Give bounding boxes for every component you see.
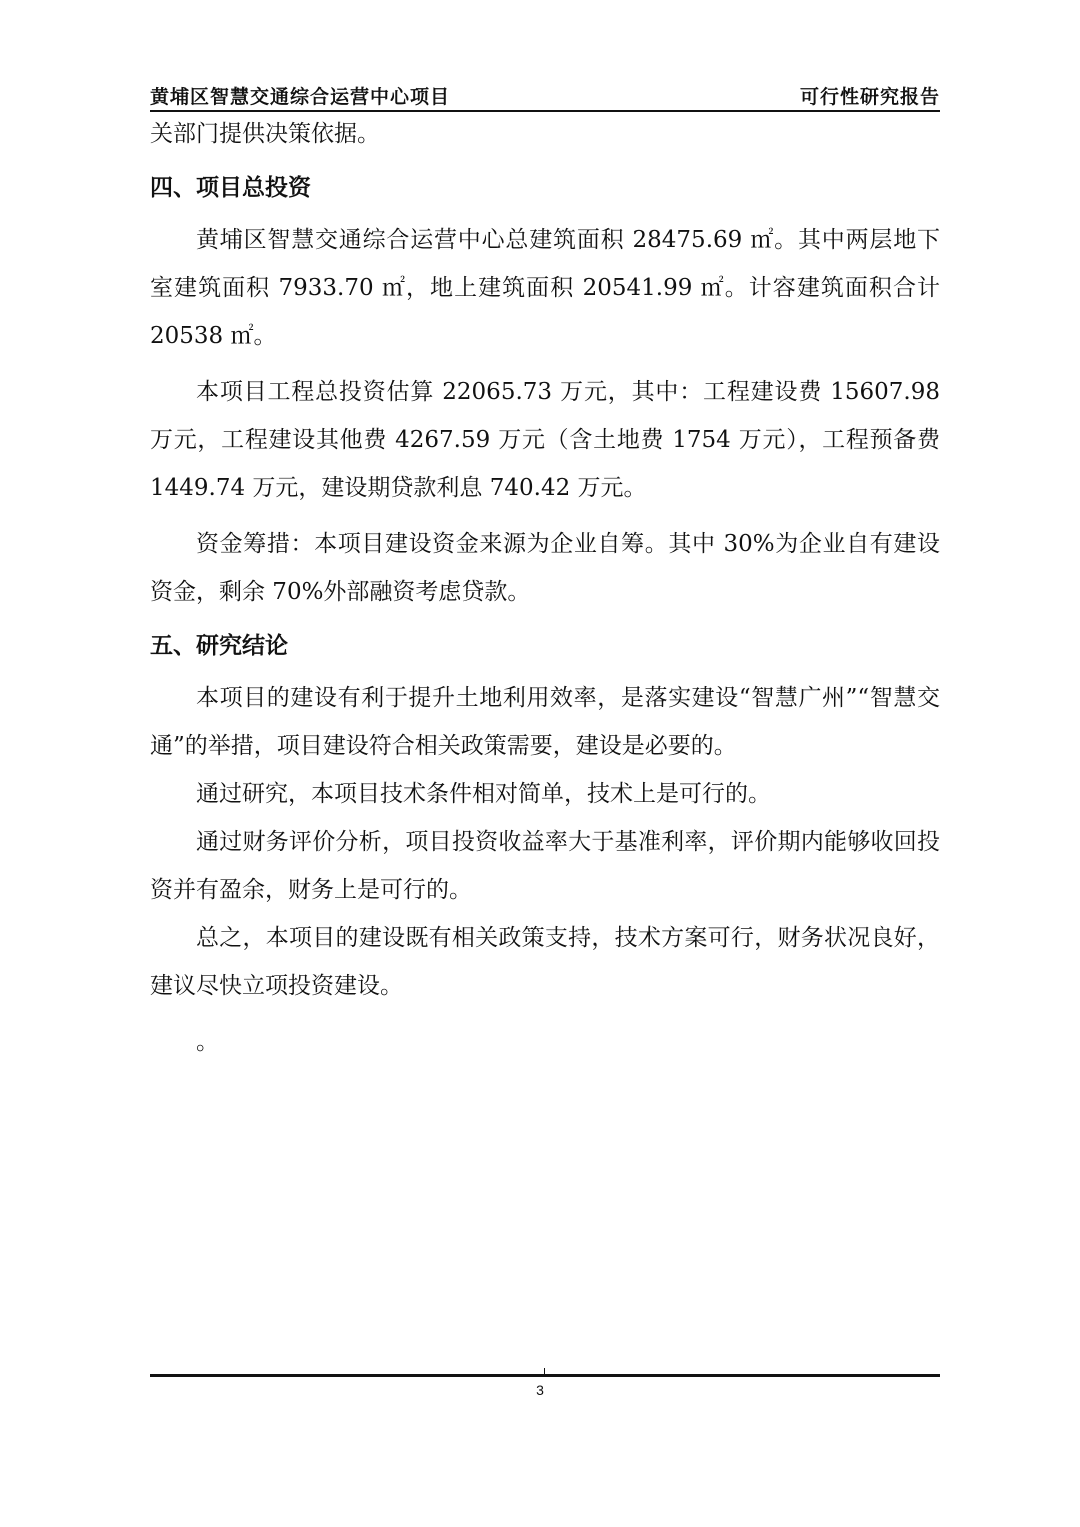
section-4-heading: 四、项目总投资 <box>150 175 311 201</box>
section-5-trailing-mark: 。 <box>196 1029 219 1055</box>
section-5-paragraph: 本项目的建设有利于提升土地利用效率，是落实建设“智慧广州”“智慧交通”的举措，项目建设符合相关政策需要，建设是必要的。 <box>150 685 940 759</box>
page-header <box>150 78 940 114</box>
document-body <box>150 110 940 1066</box>
footer-rule <box>150 1374 940 1377</box>
page-number: 3 <box>536 1382 544 1398</box>
section-5-paragraph: 通过研究，本项目技术条件相对简单，技术上是可行的。 <box>196 781 771 807</box>
section-5-heading: 五、研究结论 <box>150 633 288 659</box>
header-report-type: 可行性研究报告 <box>799 86 940 108</box>
section-5-paragraph: 总之，本项目的建设既有相关政策支持，技术方案可行，财务状况良好，建议尽快立项投资建设。 <box>150 925 940 999</box>
continuation-text: 关部门提供决策依据。 <box>150 121 380 147</box>
section-4-paragraph: 本项目工程总投资估算 22065.73 万元，其中：工程建设费 15607.98 万元，工程建设其他费 4267.59 万元（含土地费 1754 万元），工程预备费 1449.74 万元，建设期贷款利息 740.42 万元。 <box>150 379 940 501</box>
section-4-paragraph: 黄埔区智慧交通综合运营中心总建筑面积 28475.69 ㎡。其中两层地下室建筑面积 7933.70 ㎡，地上建筑面积 20541.99 ㎡。计容建筑面积合计 20538 ㎡。 <box>150 227 940 349</box>
section-4-paragraph: 资金筹措：本项目建设资金来源为企业自筹。其中 30%为企业自有建设资金，剩余 70%外部融资考虑贷款。 <box>150 531 940 605</box>
header-project-title: 黄埔区智慧交通综合运营中心项目 <box>150 86 451 108</box>
section-5-paragraph: 通过财务评价分析，项目投资收益率大于基准利率，评价期内能够收回投资并有盈余，财务上是可行的。 <box>150 829 940 903</box>
